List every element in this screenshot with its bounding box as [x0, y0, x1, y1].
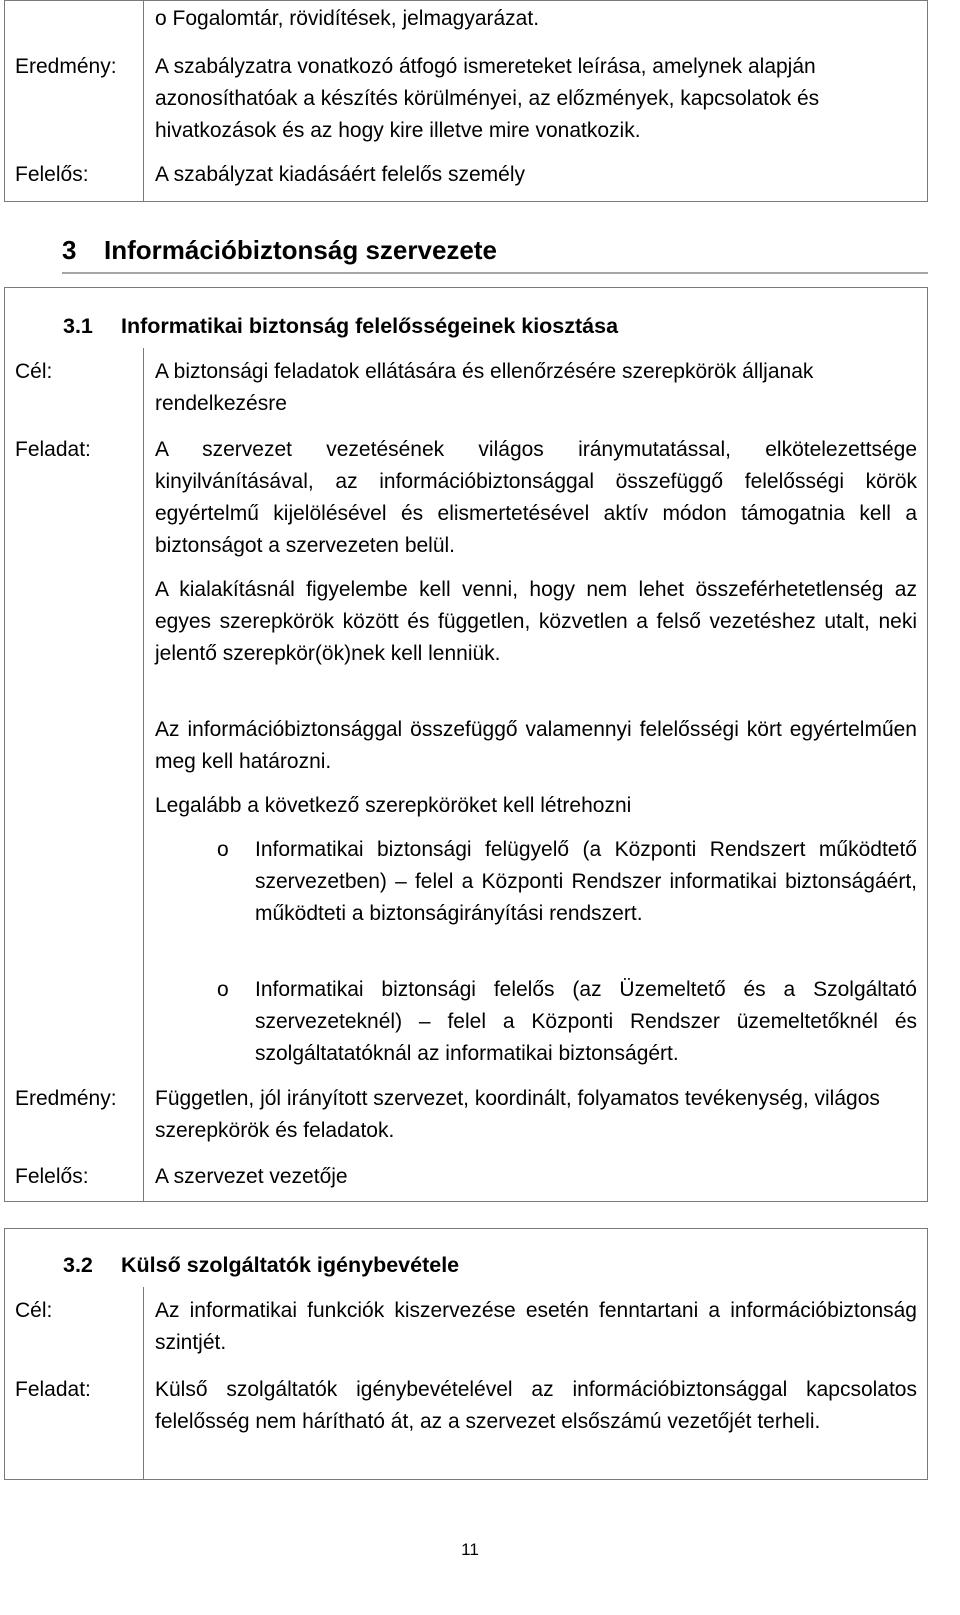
goal-text: A biztonsági feladatok ellátására és ellenőrzésére szerepkörök álljanak rendelkezésre: [155, 360, 814, 415]
section-31-title: Informatikai biztonság felelősségeinek kiosztása: [121, 314, 619, 338]
column-divider: [143, 1287, 144, 1479]
task-paragraph-3: Az információbiztonsággal összefüggő valamennyi felelősségi kört egyértelműen meg kell határozni.: [155, 718, 917, 773]
goal-label: Cél:: [15, 360, 53, 383]
section-31-number: 3.1: [63, 314, 93, 338]
goal-label: Cél:: [15, 1299, 53, 1322]
section-3-title: Információbiztonság szervezete: [104, 235, 497, 265]
result-text: A szabályzatra vonatkozó átfogó ismereteket leírása, amelynek alapján azonosíthatóak a készítés körülményei, az előzmények, kapcsolatok és hivatkozások és az hogy kire illetve mire vonatkozik.: [155, 55, 820, 142]
task-text: Külső szolgáltatók igénybevételével az információbiztonsággal kapcsolatos felelősség nem hárítható át, az a szervezet elsőszámú vezetőjét terheli.: [155, 1378, 917, 1433]
task-label: Feladat:: [15, 438, 91, 461]
task-paragraph-2: A kialakításnál figyelembe kell venni, hogy nem lehet összeférhetetlenség az egyes szerepkörök között és független, közvetlen a felső vezetéshez utalt, neki jelentő szerepkör(ök)nek kell lenniük.: [155, 578, 917, 665]
responsible-label: Felelős:: [15, 163, 89, 186]
role-bullet-2: [155, 974, 917, 1074]
goal-text: Az informatikai funkciók kiszervezése esetén fenntartani a információbiztonság szintjét.: [155, 1299, 917, 1354]
bullet-marker: o: [217, 838, 229, 861]
top-table: [4, 0, 928, 202]
responsible-label: Felelős:: [15, 1165, 89, 1188]
role-bullet-1: [155, 834, 917, 964]
section-32-number: 3.2: [63, 1253, 93, 1277]
task-paragraph-1: A szervezet vezetésének világos iránymutatással, elkötelezettsége kinyilvánításával, az információbiztonsággal összefüggő felelősségi körök egyértelmű kijelölésével és elismertetésével aktív módon támogatnia kell a biztonságot a szervezeten belül.: [155, 438, 917, 557]
bullet-text: Informatikai biztonsági felelős (az Üzemeltető és a Szolgáltató szervezeteknél) – felel a Központi Rendszer üzemeltetőknél és szolgáltatatóknál az informatikai biztonságért.: [255, 978, 917, 1065]
task-paragraph-4: Legalább a következő szerepköröket kell létrehozni: [155, 794, 632, 817]
column-divider: [143, 1, 144, 201]
bullet-marker: o: [155, 7, 167, 30]
bullet-text: Informatikai biztonsági felügyelő (a Központi Rendszert működtető szervezetben) – felel a Központi Rendszer informatikai biztonságáért, működteti a biztonságirányítási rendszert.: [255, 838, 917, 925]
responsible-text: A szervezet vezetője: [155, 1165, 348, 1188]
result-label: Eredmény:: [15, 1087, 117, 1110]
section-32-table: [4, 1228, 928, 1480]
section-32-title: Külső szolgáltatók igénybevétele: [121, 1253, 460, 1277]
responsible-text: A szabályzat kiadásáért felelős személy: [155, 163, 526, 186]
bullet-text: Fogalomtár, rövidítések, jelmagyarázat.: [172, 7, 540, 30]
column-divider: [143, 348, 144, 1201]
result-label: Eredmény:: [15, 55, 117, 78]
bullet-marker: o: [217, 978, 229, 1001]
section-3-number: 3: [62, 235, 77, 265]
section-3-heading: [62, 234, 928, 274]
section-31-table: [4, 287, 928, 1202]
page-number: 11: [461, 1540, 479, 1559]
result-text: Független, jól irányított szervezet, koordinált, folyamatos tevékenység, világos szerepkörök és feladatok.: [155, 1087, 880, 1142]
task-label: Feladat:: [15, 1378, 91, 1401]
